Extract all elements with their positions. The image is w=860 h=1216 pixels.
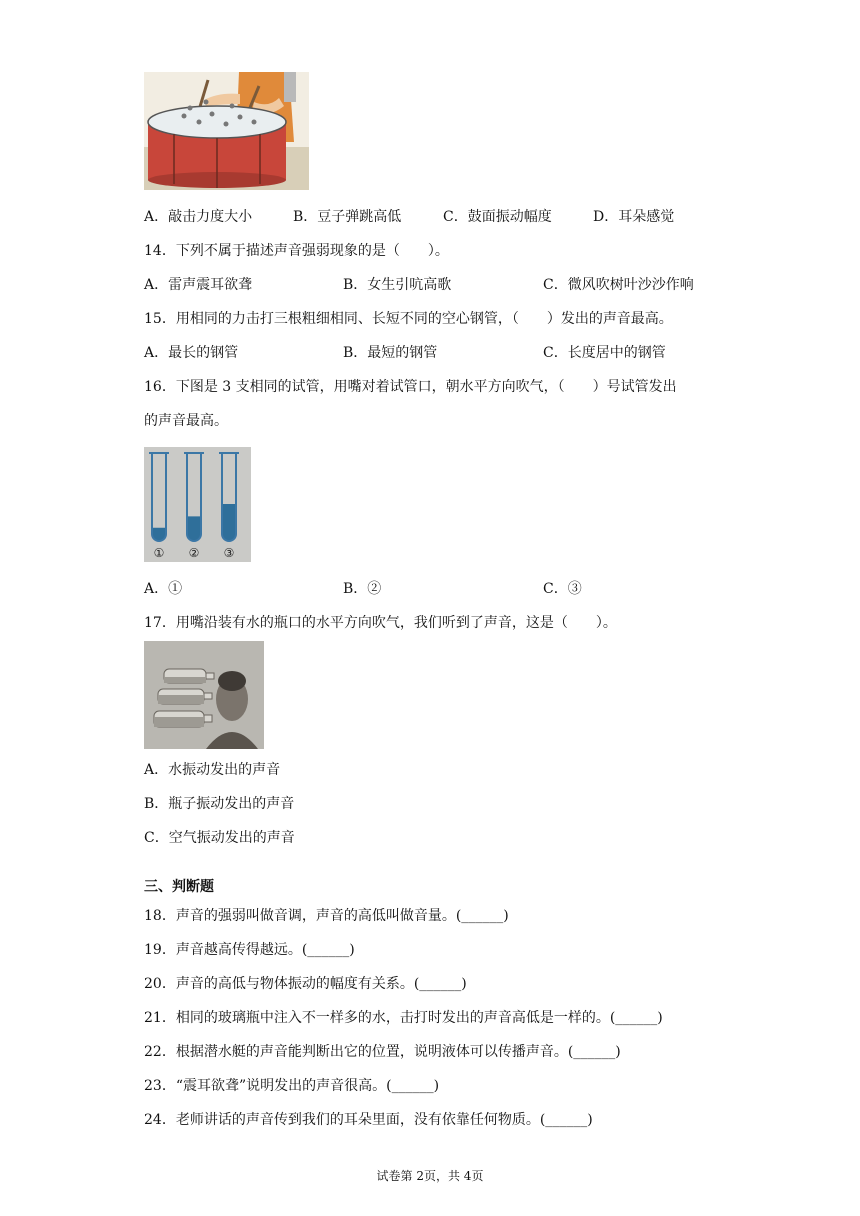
q16-stem-line2: 的声音最高。 (144, 413, 228, 429)
tube-label-1: ① (153, 546, 165, 560)
q15-option-b: B．最短的钢管 (343, 345, 438, 361)
q13-option-c: C．鼓面振动幅度 (443, 209, 552, 225)
test-tubes-figure (144, 447, 251, 562)
judgment-item-21: 21．相同的玻璃瓶中注入不一样多的水，击打时发出的声音高低是一样的。(______) (144, 1010, 663, 1026)
judgment-item-18: 18．声音的强弱叫做音调，声音的高低叫做音量。(______) (144, 908, 509, 924)
judgment-item-22: 22．根据潜水艇的声音能判断出它的位置，说明液体可以传播声音。(______) (144, 1044, 621, 1060)
q14-option-b: B．女生引吭高歌 (343, 277, 452, 293)
page-footer: 试卷第 2页，共 4页 (376, 1169, 484, 1183)
q13-option-b: B．豆子弹跳高低 (293, 209, 402, 225)
q15-stem: 15．用相同的力击打三根粗细相同、长短不同的空心钢管，（ ）发出的声音最高。 (144, 311, 673, 327)
q13-option-d: D．耳朵感觉 (593, 209, 675, 225)
q17-option-c: C．空气振动发出的声音 (144, 830, 295, 846)
q16-option-b: B．② (343, 581, 382, 597)
drum-figure (144, 72, 309, 190)
judgment-item-24: 24．老师讲话的声音传到我们的耳朵里面，没有依靠任何物质。(______) (144, 1112, 593, 1128)
q17-option-a: A．水振动发出的声音 (144, 762, 281, 778)
judgment-item-20: 20．声音的高低与物体振动的幅度有关系。(______) (144, 976, 467, 992)
q17-option-b: B．瓶子振动发出的声音 (144, 796, 295, 812)
tube-water-2 (187, 516, 201, 541)
judgment-item-23: 23．“震耳欲聋”说明发出的声音很高。(______) (144, 1078, 440, 1094)
q13-option-a: A．敲击力度大小 (144, 209, 253, 225)
section-title: 三、判断题 (144, 879, 214, 895)
q16-option-a: A．① (144, 581, 183, 597)
q17-stem: 17．用嘴沿装有水的瓶口的水平方向吹气，我们听到了声音，这是（ ）。 (144, 615, 617, 631)
bottle-blowing-figure (144, 641, 264, 749)
q16-stem-line1: 16．下图是 3 支相同的试管，用嘴对着试管口，朝水平方向吹气，（ ）号试管发出 (144, 379, 677, 395)
q14-option-a: A．雷声震耳欲聋 (144, 277, 253, 293)
tube-water-3 (222, 504, 236, 541)
q14-stem: 14．下列不属于描述声音强弱现象的是（ ）。 (144, 243, 449, 259)
q15-option-a: A．最长的钢管 (144, 345, 239, 361)
q15-option-c: C．长度居中的钢管 (543, 345, 666, 361)
tube-label-3: ③ (223, 546, 235, 560)
q16-option-c: C．③ (543, 581, 582, 597)
q14-option-c: C．微风吹树叶沙沙作响 (543, 277, 694, 293)
tube-label-2: ② (188, 546, 200, 560)
judgment-item-19: 19．声音越高传得越远。(______) (144, 942, 355, 958)
